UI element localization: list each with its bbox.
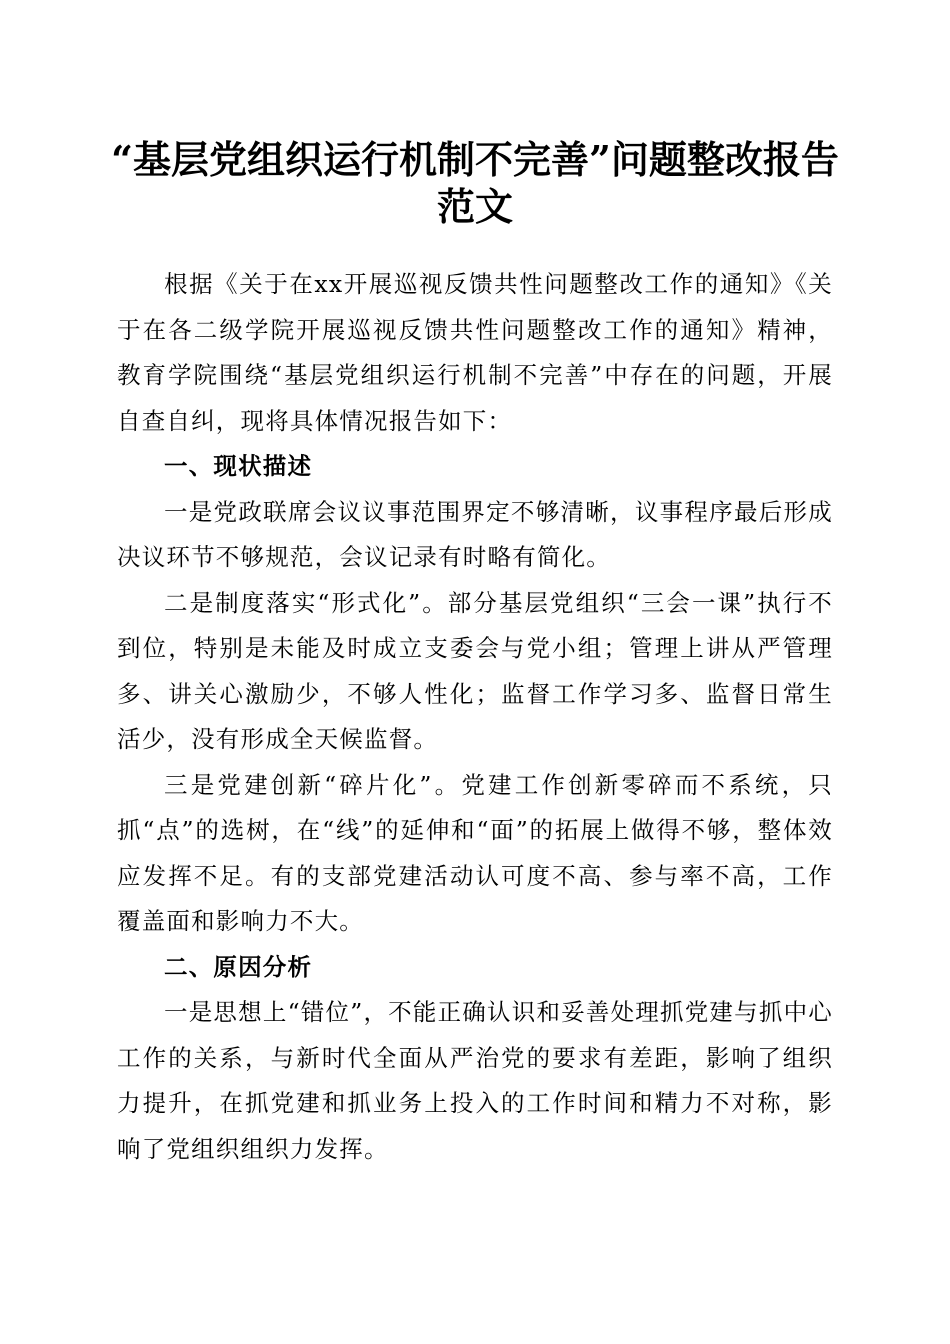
section-heading-causes: 二、原因分析 <box>164 952 313 981</box>
document-title-line2: 范文 <box>436 184 513 229</box>
status-paragraph-3: 三是党建创新“碎片化”。党建工作创新零碎而不系统，只抓“点”的选树，在“线”的延伸和“面”的拓展上做得不够，整体效应发挥不足。有的支部党建活动认可度不高、参与率不高，工作覆盖面和影响力不大。 <box>117 770 833 935</box>
section-heading-status: 一、现状描述 <box>164 452 313 480</box>
document-body <box>117 262 833 1172</box>
intro-paragraph: 根据《关于在xx开展巡视反馈共性问题整改工作的通知》《关于在各二级学院开展巡视反馈共性问题整改工作的通知》精神，教育学院围绕“基层党组织运行机制不完善”中存在的问题，开展自查自纠，现将具体情况报告如下： <box>117 270 833 435</box>
document-title-line1: “基层党组织运行机制不完善”问题整改报告 <box>111 137 839 182</box>
status-paragraph-1: 一是党政联席会议议事范围界定不够清晰，议事程序最后形成决议环节不够规范，会议记录有时略有简化。 <box>117 497 833 571</box>
causes-paragraph-1: 一是思想上“错位”，不能正确认识和妥善处理抓党建与抓中心工作的关系，与新时代全面从严治党的要求有差距，影响了组织力提升，在抓党建和抓业务上投入的工作时间和精力不对称，影响了党组织组织力发挥。 <box>117 998 833 1163</box>
status-paragraph-2: 二是制度落实“形式化”。部分基层党组织“三会一课”执行不到位，特别是未能及时成立支委会与党小组；管理上讲从严管理多、讲关心激励少，不够人性化；监督工作学习多、监督日常生活少，没有形成全天候监督。 <box>117 588 833 753</box>
